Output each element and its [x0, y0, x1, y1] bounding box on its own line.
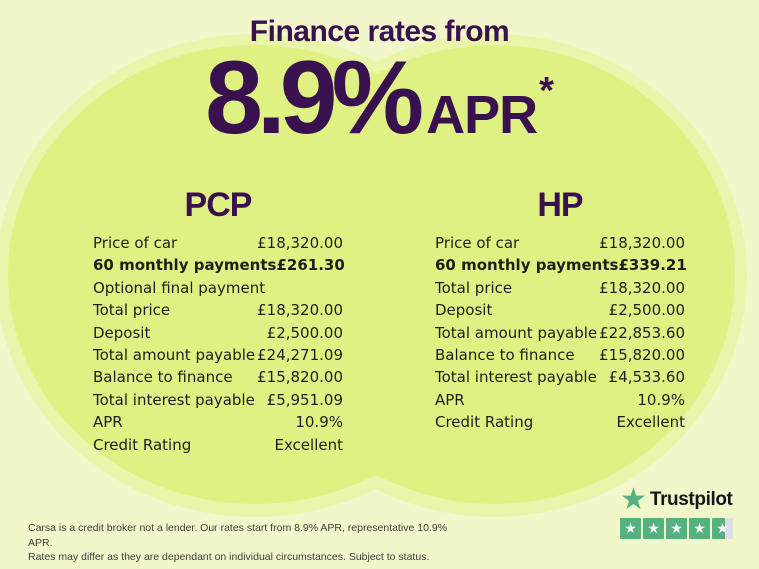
- row-label: Total price: [435, 278, 513, 297]
- rate-unit: APR: [426, 85, 538, 145]
- table-row: [435, 413, 685, 435]
- row-value: £18,320.00: [599, 278, 685, 297]
- table-row: [93, 436, 343, 458]
- table-row: [93, 413, 343, 435]
- disclaimer-line-2: Rates may differ as they are dependant on individual circumstances. Subject to status.: [28, 551, 430, 563]
- row-label: Credit Rating: [435, 413, 534, 432]
- table-row: [435, 279, 685, 301]
- disclaimer-line-1: Carsa is a credit broker not a lender. Our rates start from 8.9% APR, representative 10.9% APR.: [28, 522, 448, 549]
- row-value: £2,500.00: [608, 301, 685, 320]
- row-label: APR: [435, 390, 465, 409]
- row-label: 60 monthly payments: [435, 256, 619, 275]
- hp-column-header: HP: [537, 186, 583, 224]
- row-value: £4,533.60: [608, 368, 685, 387]
- row-value: £24,271.09: [257, 346, 343, 365]
- pcp-column-header: PCP: [184, 186, 252, 224]
- legal-disclaimer: [28, 521, 458, 565]
- row-label: Credit Rating: [93, 435, 192, 454]
- rate-value: 8.9%: [205, 40, 419, 156]
- star-icon: ★: [666, 518, 687, 539]
- row-value: £18,320.00: [257, 301, 343, 320]
- table-row: [93, 256, 343, 278]
- trustpilot-rating-stars: [620, 518, 742, 539]
- row-value: £261.30: [276, 256, 345, 275]
- row-value: £22,853.60: [599, 323, 685, 342]
- row-label: Deposit: [435, 301, 493, 320]
- table-row: [93, 346, 343, 368]
- row-label: Optional final payment: [93, 278, 266, 297]
- rate-asterisk: *: [539, 70, 554, 112]
- row-label: 60 monthly payments: [93, 256, 277, 275]
- trustpilot-wordmark: Trustpilot: [649, 489, 733, 510]
- table-row: [93, 234, 343, 256]
- row-label: Price of car: [435, 234, 520, 253]
- row-value: £18,320.00: [257, 234, 343, 253]
- row-label: Total interest payable: [93, 390, 255, 409]
- table-row: [435, 368, 685, 390]
- banner-title: Finance rates from: [249, 15, 510, 48]
- star-icon: ★: [620, 518, 641, 539]
- table-row: [93, 391, 343, 413]
- table-row: [435, 346, 685, 368]
- half-star-icon: ★: [712, 518, 733, 539]
- row-value: 10.9%: [295, 413, 343, 432]
- row-value: £18,320.00: [599, 234, 685, 253]
- row-value: Excellent: [616, 413, 685, 432]
- row-label: Total price: [93, 301, 171, 320]
- row-value: £15,820.00: [599, 346, 685, 365]
- table-row: [435, 256, 685, 278]
- row-label: Price of car: [93, 234, 178, 253]
- row-value: £15,820.00: [257, 368, 343, 387]
- table-row: [93, 368, 343, 390]
- table-row: [435, 234, 685, 256]
- row-label: Total amount payable: [435, 323, 598, 342]
- star-icon: ★: [643, 518, 664, 539]
- headline-rate: [0, 40, 759, 156]
- trustpilot-widget: [620, 482, 742, 539]
- row-label: APR: [93, 413, 123, 432]
- trustpilot-logo: [620, 482, 742, 517]
- row-value: Excellent: [274, 435, 343, 454]
- trustpilot-star-icon: ★: [620, 482, 647, 517]
- star-icon: ★: [689, 518, 710, 539]
- row-value: £2,500.00: [266, 323, 343, 342]
- table-row: [435, 301, 685, 323]
- row-label: Deposit: [93, 323, 151, 342]
- row-value: £5,951.09: [266, 390, 343, 409]
- row-label: Total interest payable: [435, 368, 597, 387]
- row-label: Balance to finance: [435, 346, 575, 365]
- row-value: £339.21: [618, 256, 687, 275]
- table-row: [435, 391, 685, 413]
- row-label: Total amount payable: [93, 346, 256, 365]
- hp-column: [435, 186, 685, 436]
- table-row: [93, 279, 343, 301]
- table-row: [93, 301, 343, 323]
- pcp-column: [93, 186, 343, 458]
- row-value: 10.9%: [637, 390, 685, 409]
- table-row: [435, 324, 685, 346]
- row-label: Balance to finance: [93, 368, 233, 387]
- table-row: [93, 324, 343, 346]
